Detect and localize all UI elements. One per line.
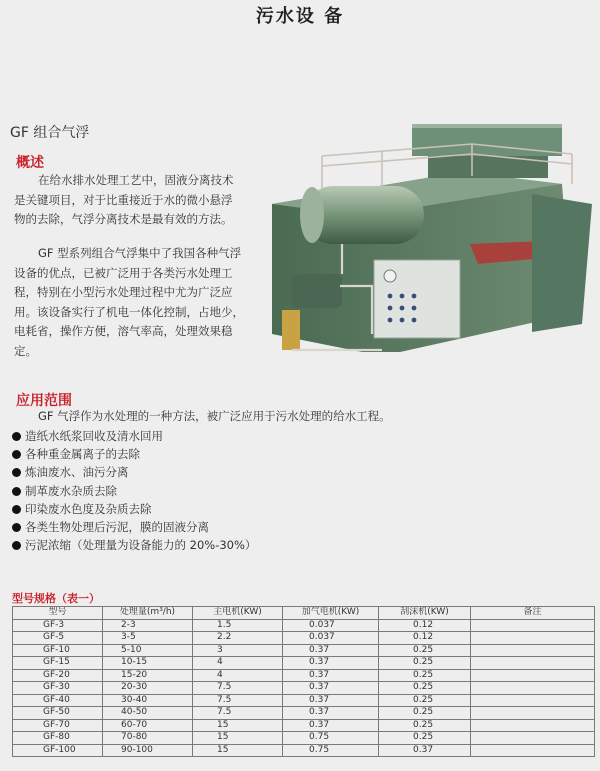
table-cell: 0.25 bbox=[379, 707, 471, 720]
table-cell: 0.25 bbox=[379, 669, 471, 682]
table-cell: 7.5 bbox=[193, 694, 283, 707]
application-intro: GF 气浮作为水处理的一种方法，被广泛应用于污水处理的给水工程。 bbox=[38, 409, 391, 423]
bullet-icon bbox=[12, 505, 21, 514]
table-cell: 15-20 bbox=[103, 669, 193, 682]
bullet-icon bbox=[12, 450, 21, 459]
col-header-model: 型号 bbox=[13, 607, 103, 620]
application-list bbox=[12, 427, 256, 554]
table-cell: GF-40 bbox=[13, 694, 103, 707]
list-item: 各类生物处理后污泥，膜的固液分离 bbox=[12, 518, 256, 536]
table-cell: 30-40 bbox=[103, 694, 193, 707]
table-row bbox=[13, 632, 595, 645]
table-header-row bbox=[13, 607, 595, 620]
table-cell: 0.25 bbox=[379, 682, 471, 695]
bullet-icon bbox=[12, 487, 21, 496]
table-cell: GF-80 bbox=[13, 732, 103, 745]
table-cell: 7.5 bbox=[193, 682, 283, 695]
table-cell bbox=[471, 732, 595, 745]
bullet-icon bbox=[12, 523, 21, 532]
table-cell: 0.37 bbox=[379, 744, 471, 757]
table-cell: 0.37 bbox=[283, 657, 379, 670]
table-cell: 15 bbox=[193, 732, 283, 745]
table-row bbox=[13, 619, 595, 632]
page-title: 污水设 备 bbox=[255, 6, 345, 27]
col-header-remarks: 备注 bbox=[471, 607, 595, 620]
table-cell: 0.037 bbox=[283, 632, 379, 645]
table-cell: 0.37 bbox=[283, 682, 379, 695]
table-row bbox=[13, 682, 595, 695]
table-cell: 15 bbox=[193, 744, 283, 757]
table-cell: 3 bbox=[193, 644, 283, 657]
table-cell: 15 bbox=[193, 719, 283, 732]
table-cell: 3-5 bbox=[103, 632, 193, 645]
table-row bbox=[13, 719, 595, 732]
overview-paragraph-2: GF 型系列组合气浮集中了我国各种气浮设备的优点，已被广泛用于各类污水处理工程，特别在小型污水处理过程中尤为广泛应用。该设备实行了机电一体化控制，占地少，电耗省，操作方便，溶气率高，处理效果稳定。 bbox=[14, 246, 244, 358]
table-cell: 0.25 bbox=[379, 732, 471, 745]
table-cell bbox=[471, 657, 595, 670]
table-cell: 5-10 bbox=[103, 644, 193, 657]
table-cell bbox=[471, 619, 595, 632]
table-cell: GF-15 bbox=[13, 657, 103, 670]
list-item: 炼油废水、油污分离 bbox=[12, 463, 256, 481]
col-header-scraper: 刮沫机(KW) bbox=[379, 607, 471, 620]
col-header-aeration-motor: 加气电机(KW) bbox=[283, 607, 379, 620]
list-item: 污泥浓缩（处理量为设备能力的 20%-30%） bbox=[12, 536, 256, 554]
table-cell: 0.25 bbox=[379, 719, 471, 732]
table-cell: 0.75 bbox=[283, 732, 379, 745]
product-title: GF 组合气浮 bbox=[10, 125, 90, 141]
application-heading: 应用范围 bbox=[16, 393, 72, 409]
table-cell bbox=[471, 707, 595, 720]
table-cell: 20-30 bbox=[103, 682, 193, 695]
table-cell: GF-50 bbox=[13, 707, 103, 720]
table-cell: 10-15 bbox=[103, 657, 193, 670]
table-cell: 0.37 bbox=[283, 644, 379, 657]
table-cell: GF-3 bbox=[13, 619, 103, 632]
table-cell: 90-100 bbox=[103, 744, 193, 757]
table-cell: 70-80 bbox=[103, 732, 193, 745]
list-item: 造纸水纸浆回收及清水回用 bbox=[12, 427, 256, 445]
table-row bbox=[13, 707, 595, 720]
table-cell: GF-20 bbox=[13, 669, 103, 682]
table-cell: 0.12 bbox=[379, 632, 471, 645]
table-row bbox=[13, 669, 595, 682]
table-cell: GF-70 bbox=[13, 719, 103, 732]
table-cell: 0.25 bbox=[379, 657, 471, 670]
col-header-main-motor: 主电机(KW) bbox=[193, 607, 283, 620]
list-item: 印染废水色度及杂质去除 bbox=[12, 500, 256, 518]
table-cell: 0.12 bbox=[379, 619, 471, 632]
table-cell: 0.037 bbox=[283, 619, 379, 632]
spec-table bbox=[12, 606, 595, 757]
table-cell: 2.2 bbox=[193, 632, 283, 645]
bullet-icon bbox=[12, 541, 21, 550]
table-row bbox=[13, 657, 595, 670]
bullet-icon bbox=[12, 468, 21, 477]
table-cell bbox=[471, 682, 595, 695]
list-item: 各种重金属离子的去除 bbox=[12, 445, 256, 463]
overview-paragraph-1: 在给水排水处理工艺中，固液分离技术是关键项目，对于比重接近于水的微小悬浮物的去除，气浮分离技术是最有效的方法。 bbox=[14, 173, 234, 227]
table-cell: 1.5 bbox=[193, 619, 283, 632]
table-cell: 2-3 bbox=[103, 619, 193, 632]
table-cell: 7.5 bbox=[193, 707, 283, 720]
table-cell: 0.37 bbox=[283, 707, 379, 720]
overview-heading: 概述 bbox=[16, 155, 44, 171]
table-cell: 0.37 bbox=[283, 694, 379, 707]
table-row bbox=[13, 644, 595, 657]
table-cell: GF-100 bbox=[13, 744, 103, 757]
table-cell: GF-5 bbox=[13, 632, 103, 645]
table-row bbox=[13, 732, 595, 745]
table-cell: 4 bbox=[193, 657, 283, 670]
table-cell: 0.75 bbox=[283, 744, 379, 757]
table-cell: 60-70 bbox=[103, 719, 193, 732]
table-row bbox=[13, 694, 595, 707]
table-cell bbox=[471, 632, 595, 645]
table-cell: 4 bbox=[193, 669, 283, 682]
table-cell bbox=[471, 744, 595, 757]
table-cell bbox=[471, 644, 595, 657]
table-cell bbox=[471, 719, 595, 732]
table-cell: GF-30 bbox=[13, 682, 103, 695]
spec-table-caption: 型号规格（表一） bbox=[12, 592, 100, 605]
table-cell bbox=[471, 694, 595, 707]
list-item: 制革废水杂质去除 bbox=[12, 482, 256, 500]
col-header-capacity: 处理量(m³/h) bbox=[103, 607, 193, 620]
table-cell bbox=[471, 669, 595, 682]
table-cell: GF-10 bbox=[13, 644, 103, 657]
table-cell: 0.37 bbox=[283, 669, 379, 682]
bullet-icon bbox=[12, 432, 21, 441]
table-cell: 0.25 bbox=[379, 644, 471, 657]
table-row bbox=[13, 744, 595, 757]
table-cell: 40-50 bbox=[103, 707, 193, 720]
table-cell: 0.37 bbox=[283, 719, 379, 732]
flotation-equipment-photo bbox=[232, 124, 594, 367]
table-cell: 0.25 bbox=[379, 694, 471, 707]
